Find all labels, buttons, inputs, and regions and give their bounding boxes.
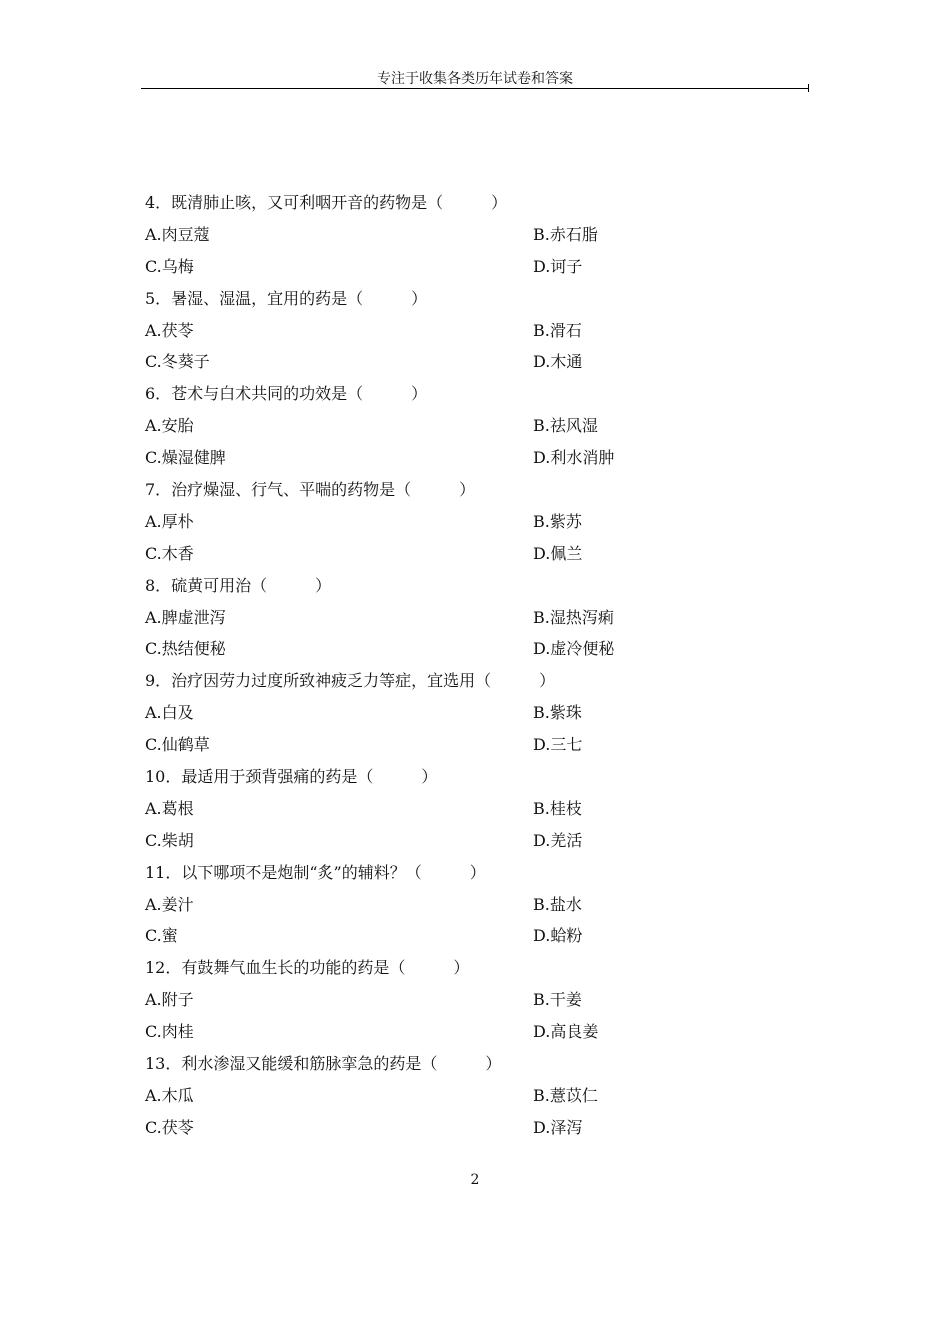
option-row [145, 219, 785, 251]
option-a: A.附子 [145, 990, 194, 1010]
option-d: D.虚冷便秘 [533, 639, 615, 659]
option-a: A.葛根 [145, 798, 194, 818]
option-d: D.羌活 [533, 830, 583, 850]
page-header-title: 专注于收集各类历年试卷和答案 [377, 71, 573, 87]
option-c: C.蜜 [145, 926, 178, 946]
option-d: D.佩兰 [533, 543, 583, 563]
page-number: 2 [470, 1172, 480, 1188]
option-a: A.茯苓 [145, 320, 194, 340]
option-b: B.赤石脂 [533, 224, 598, 244]
option-d: D.利水消肿 [533, 448, 615, 468]
option-a: A.白及 [145, 703, 194, 723]
option-row [145, 729, 785, 761]
option-b: B.薏苡仁 [533, 1085, 598, 1105]
option-c: C.仙鹤草 [145, 735, 210, 755]
option-a: A.厚朴 [145, 511, 194, 531]
option-row [145, 920, 785, 952]
question-stem: 7．治疗燥湿、行气、平喘的药物是（ ） [145, 480, 476, 500]
option-b: B.紫苏 [533, 511, 582, 531]
option-d: D.三七 [533, 735, 583, 755]
option-d: D.诃子 [533, 256, 583, 276]
option-row [145, 1080, 785, 1112]
option-c: C.燥湿健脾 [145, 448, 226, 468]
option-c: C.冬葵子 [145, 352, 210, 372]
question-stem: 13．利水渗湿又能缓和筋脉挛急的药是（ ） [145, 1054, 502, 1074]
header-rule-mark [808, 84, 809, 92]
option-row [145, 697, 785, 729]
question-stem: 10．最适用于颈背强痛的药是（ ） [145, 767, 438, 787]
question-stem: 8．硫黄可用治（ ） [145, 575, 332, 595]
option-b: B.盐水 [533, 894, 582, 914]
question-stem: 4．既清肺止咳，又可利咽开音的药物是（ ） [145, 193, 508, 212]
option-row [145, 984, 785, 1016]
option-c: C.热结便秘 [145, 639, 226, 659]
option-row [145, 1016, 785, 1048]
option-b: B.干姜 [533, 990, 582, 1010]
question-stem: 6．苍术与白术共同的功效是（ ） [145, 384, 428, 404]
option-b: B.紫珠 [533, 703, 582, 723]
option-row [145, 602, 785, 634]
option-row [145, 1112, 785, 1144]
option-c: C.柴胡 [145, 830, 194, 850]
option-row [145, 633, 785, 665]
option-row [145, 315, 785, 347]
option-a: A.木瓜 [145, 1085, 194, 1105]
option-row [145, 442, 785, 474]
option-c: C.木香 [145, 543, 194, 563]
option-d: D.高良姜 [533, 1022, 599, 1042]
option-d: D.木通 [533, 352, 583, 372]
option-b: B.湿热泻痢 [533, 607, 614, 627]
option-d: D.蛤粉 [533, 926, 583, 946]
option-row [145, 410, 785, 442]
option-b: B.祛风湿 [533, 416, 598, 436]
question-stem: 11．以下哪项不是炮制“炙”的辅料？（ ） [145, 862, 486, 882]
option-b: B.桂枝 [533, 798, 582, 818]
option-a: A.姜汁 [145, 894, 194, 914]
option-a: A.脾虚泄泻 [145, 607, 226, 627]
question-stem: 9．治疗因劳力过度所致神疲乏力等症，宜选用（ ） [145, 671, 556, 691]
option-row [145, 793, 785, 825]
question-list [145, 187, 785, 1144]
question-stem: 12．有鼓舞气血生长的功能的药是（ ） [145, 958, 470, 978]
option-a: A.安胎 [145, 416, 194, 436]
question-stem: 5．暑湿、湿温，宜用的药是（ ） [145, 288, 428, 308]
option-row [145, 251, 785, 283]
option-c: C.肉桂 [145, 1022, 194, 1042]
option-b: B.滑石 [533, 320, 582, 340]
option-row [145, 889, 785, 921]
option-d: D.泽泻 [533, 1117, 583, 1137]
header-rule [141, 88, 808, 89]
option-a: A.肉豆蔻 [145, 224, 210, 244]
option-c: C.乌梅 [145, 256, 194, 276]
option-row [145, 506, 785, 538]
option-row [145, 825, 785, 857]
option-row [145, 538, 785, 570]
option-row [145, 346, 785, 378]
option-c: C.茯苓 [145, 1117, 194, 1137]
